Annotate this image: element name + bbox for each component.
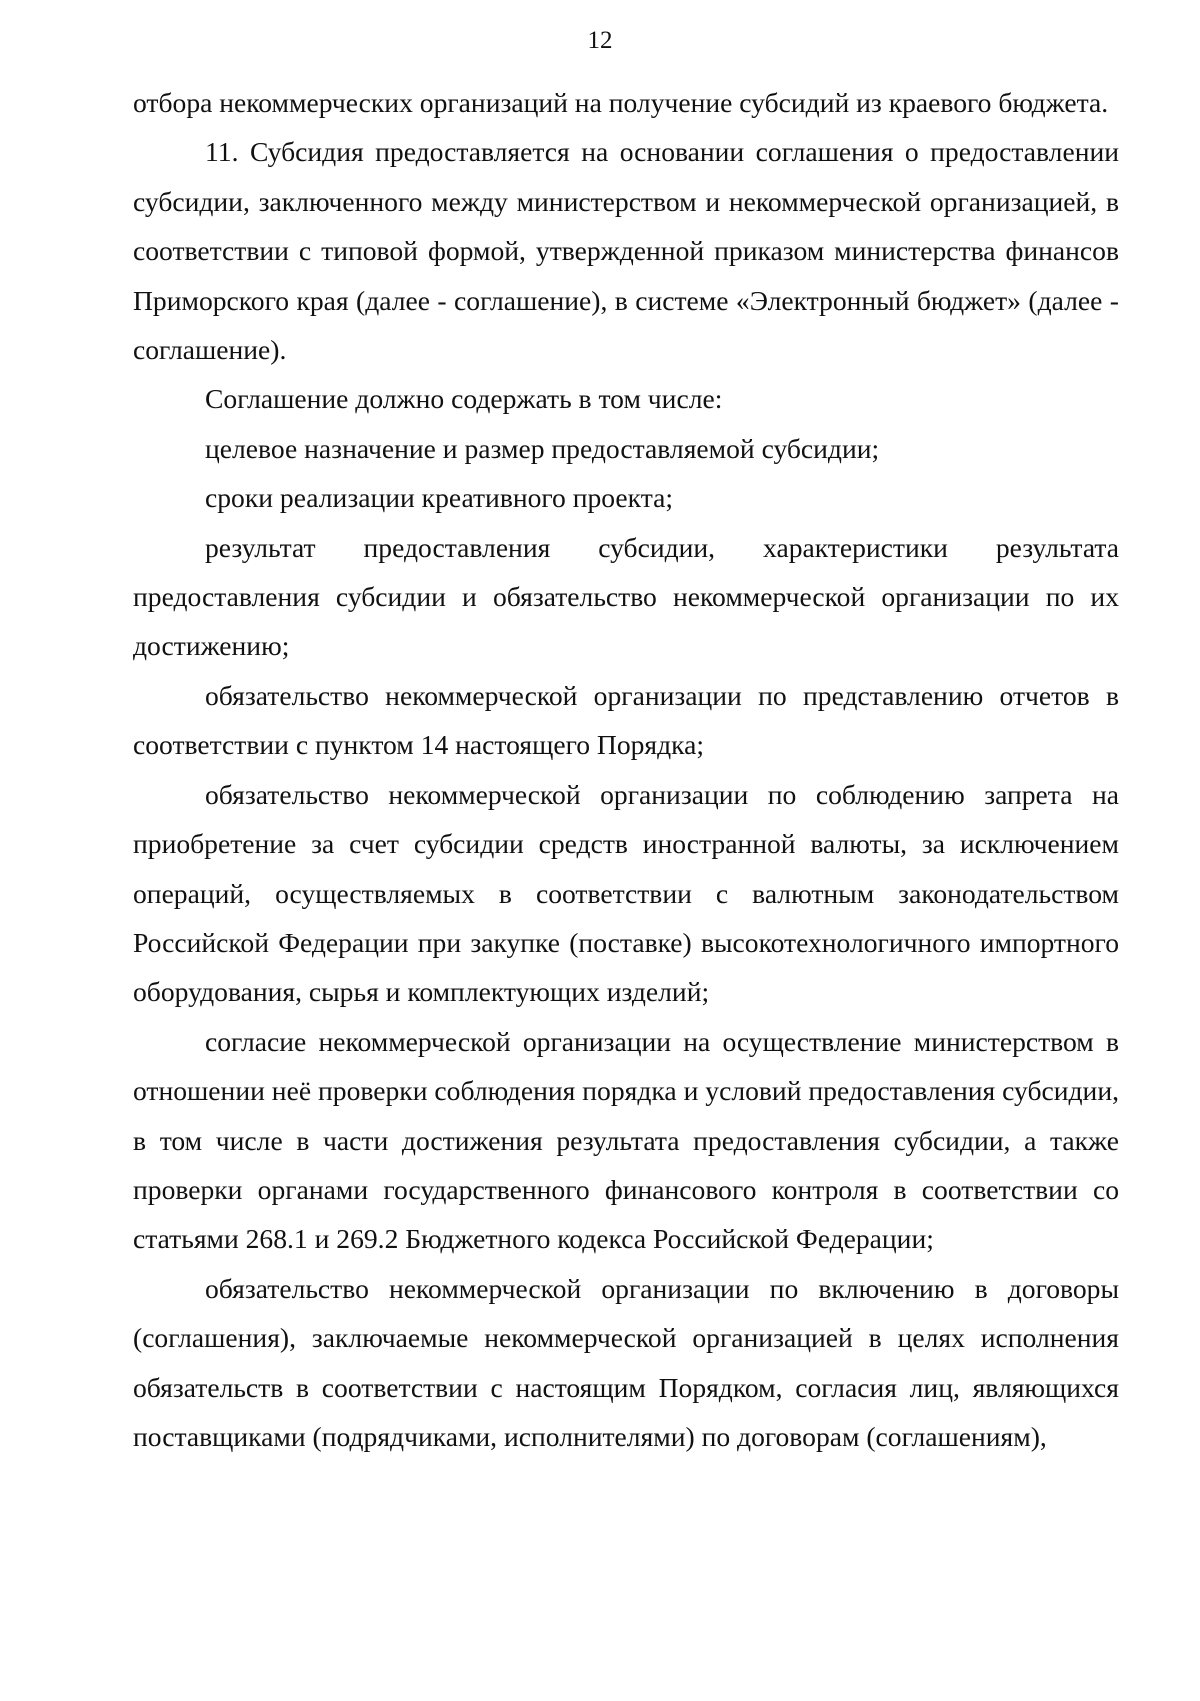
paragraph-agreement-contents-intro: Соглашение должно содержать в том числе: bbox=[205, 383, 723, 415]
paragraph-continuation: отбора некоммерческих организаций на получение субсидий из краевого бюджета. bbox=[133, 87, 1109, 118]
list-item: обязательство некоммерческой организации по представлению отчетов в соответствии с пунктом 14 настоящего Порядка; bbox=[133, 679, 1119, 761]
document-body bbox=[133, 78, 1119, 1461]
list-item: обязательство некоммерческой организации по соблюдению запрета на приобретение за счет субсидии средств иностранной валюты, за исключением операций, осуществляемых в соответствии с валютным законодательством Российской Федерации при закупке (поставке) высокотехнологичного импортного оборудования, сырья и комплектующих изделий; bbox=[133, 778, 1119, 1008]
list-item: результат предоставления субсидии, характеристики результата предоставления субсидии и обязательство некоммерческой организации по их достижению; bbox=[133, 531, 1119, 662]
paragraph-clause-11: 11. Субсидия предоставляется на основании соглашения о предоставлении субсидии, заключенного между министерством и некоммерческой организацией, в соответствии с типовой формой, утвержденной приказом министерства финансов Приморского края (далее - соглашение), в системе «Электронный бюджет» (далее - соглашение). bbox=[133, 136, 1119, 366]
list-item: согласие некоммерческой организации на осуществление министерством в отношении неё проверки соблюдения порядка и условий предоставления субсидии, в том числе в части достижения результата предоставления субсидии, а также проверки органами государственного финансового контроля в соответствии со статьями 268.1 и 269.2 Бюджетного кодекса Российской Федерации; bbox=[133, 1025, 1119, 1255]
list-item: обязательство некоммерческой организации по включению в договоры (соглашения), заключаемые некоммерческой организацией в целях исполнения обязательств в соответствии с настоящим Порядком, согласия лиц, являющихся поставщиками (подрядчиками, исполнителями) по договорам (соглашениям), bbox=[133, 1272, 1119, 1452]
page-number: 12 bbox=[587, 27, 613, 54]
list-item: целевое назначение и размер предоставляемой субсидии; bbox=[205, 432, 880, 464]
list-item: сроки реализации креативного проекта; bbox=[205, 482, 674, 514]
